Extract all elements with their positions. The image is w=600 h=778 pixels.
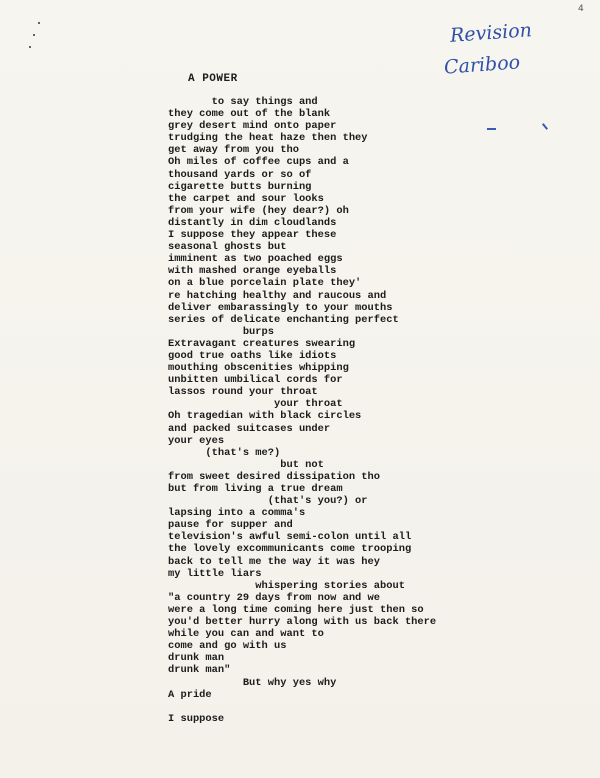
poem-line: from sweet desired dissipation tho: [168, 470, 381, 483]
poem-line: mouthing obscenities whipping: [168, 362, 349, 375]
poem-lines: [168, 96, 588, 701]
poem-line: to say things and: [168, 96, 318, 108]
poem-line: (that's you?) or: [168, 495, 368, 508]
poem-line: come and go with us: [168, 640, 287, 653]
poem-line: television's awful semi-colon until all: [168, 531, 412, 544]
poem-line: whispering stories about: [168, 579, 405, 592]
poem-line: grey desert mind onto paper: [168, 120, 337, 133]
poem-body: [168, 96, 588, 725]
poem-line: pause for supper and: [168, 519, 293, 532]
poem-line: good true oaths like idiots: [168, 349, 337, 362]
poem-line: Oh tragedian with black circles: [168, 410, 362, 423]
poem-line: with mashed orange eyeballs: [168, 265, 337, 278]
poem-line: get away from you tho: [168, 144, 299, 157]
poem-line: your throat: [168, 398, 343, 411]
poem-line: But why yes why: [168, 676, 337, 689]
poem-line: my little liars: [168, 567, 262, 580]
poem-line: deliver embarassingly to your mouths: [168, 301, 393, 314]
ink-speck: [33, 34, 35, 36]
poem-line: and packed suitcases under: [168, 422, 331, 435]
poem-line: while you can and want to: [168, 628, 324, 641]
poem-line: drunk man: [168, 652, 225, 665]
poem-line: "a country 29 days from now and we: [168, 591, 381, 604]
poem-line: Extravagant creatures swearing: [168, 337, 356, 350]
poem-line: back to tell me the way it was hey: [168, 555, 381, 568]
poem-line: you'd better hurry along with us back there: [168, 616, 437, 629]
poem-line: the carpet and sour looks: [168, 192, 324, 205]
poem-line: trudging the heat haze then they: [168, 132, 368, 145]
poem-line: on a blue porcelain plate they': [168, 277, 362, 290]
poem-line: your eyes: [168, 434, 225, 447]
poem-line: burps: [168, 325, 275, 338]
poem-line: lassos round your throat: [168, 386, 318, 399]
handwritten-annotation-cariboo: Cariboo: [443, 51, 521, 79]
poem-line: thousand yards or so of: [168, 168, 312, 181]
poem-last-line: I suppose: [168, 713, 225, 726]
poem-line: they come out of the blank: [168, 108, 331, 121]
poem-line: (that's me?): [168, 446, 281, 459]
poem-line: A pride: [168, 688, 212, 701]
poem-line: were a long time coming here just then so: [168, 603, 424, 616]
poem-line: cigarette butts burning: [168, 180, 312, 193]
page-number: 4: [578, 4, 584, 14]
poem-line: lapsing into a comma's: [168, 507, 306, 520]
poem-title: A POWER: [188, 73, 238, 85]
stanza-gap: [168, 701, 588, 714]
poem-line: Oh miles of coffee cups and a: [168, 156, 349, 169]
poem-line: the lovely excommunicants come trooping: [168, 543, 412, 556]
poem-line: but from living a true dream: [168, 483, 343, 495]
poem-line: from your wife (hey dear?) oh: [168, 204, 349, 217]
poem-line: I suppose they appear these: [168, 229, 337, 242]
poem-line: drunk man": [168, 664, 231, 677]
poem-line: but not: [168, 458, 324, 471]
poem-line: seasonal ghosts but: [168, 241, 287, 254]
ink-speck: [38, 22, 40, 24]
poem-line: unbitten umbilical cords for: [168, 374, 343, 387]
poem-line: series of delicate enchanting perfect: [168, 313, 399, 326]
ink-speck: [29, 46, 31, 48]
poem-line: imminent as two poached eggs: [168, 253, 343, 266]
poem-line: re hatching healthy and raucous and: [168, 289, 387, 302]
handwritten-annotation-revision: Revision: [449, 19, 533, 47]
poem-line: distantly in dim cloudlands: [168, 216, 337, 229]
